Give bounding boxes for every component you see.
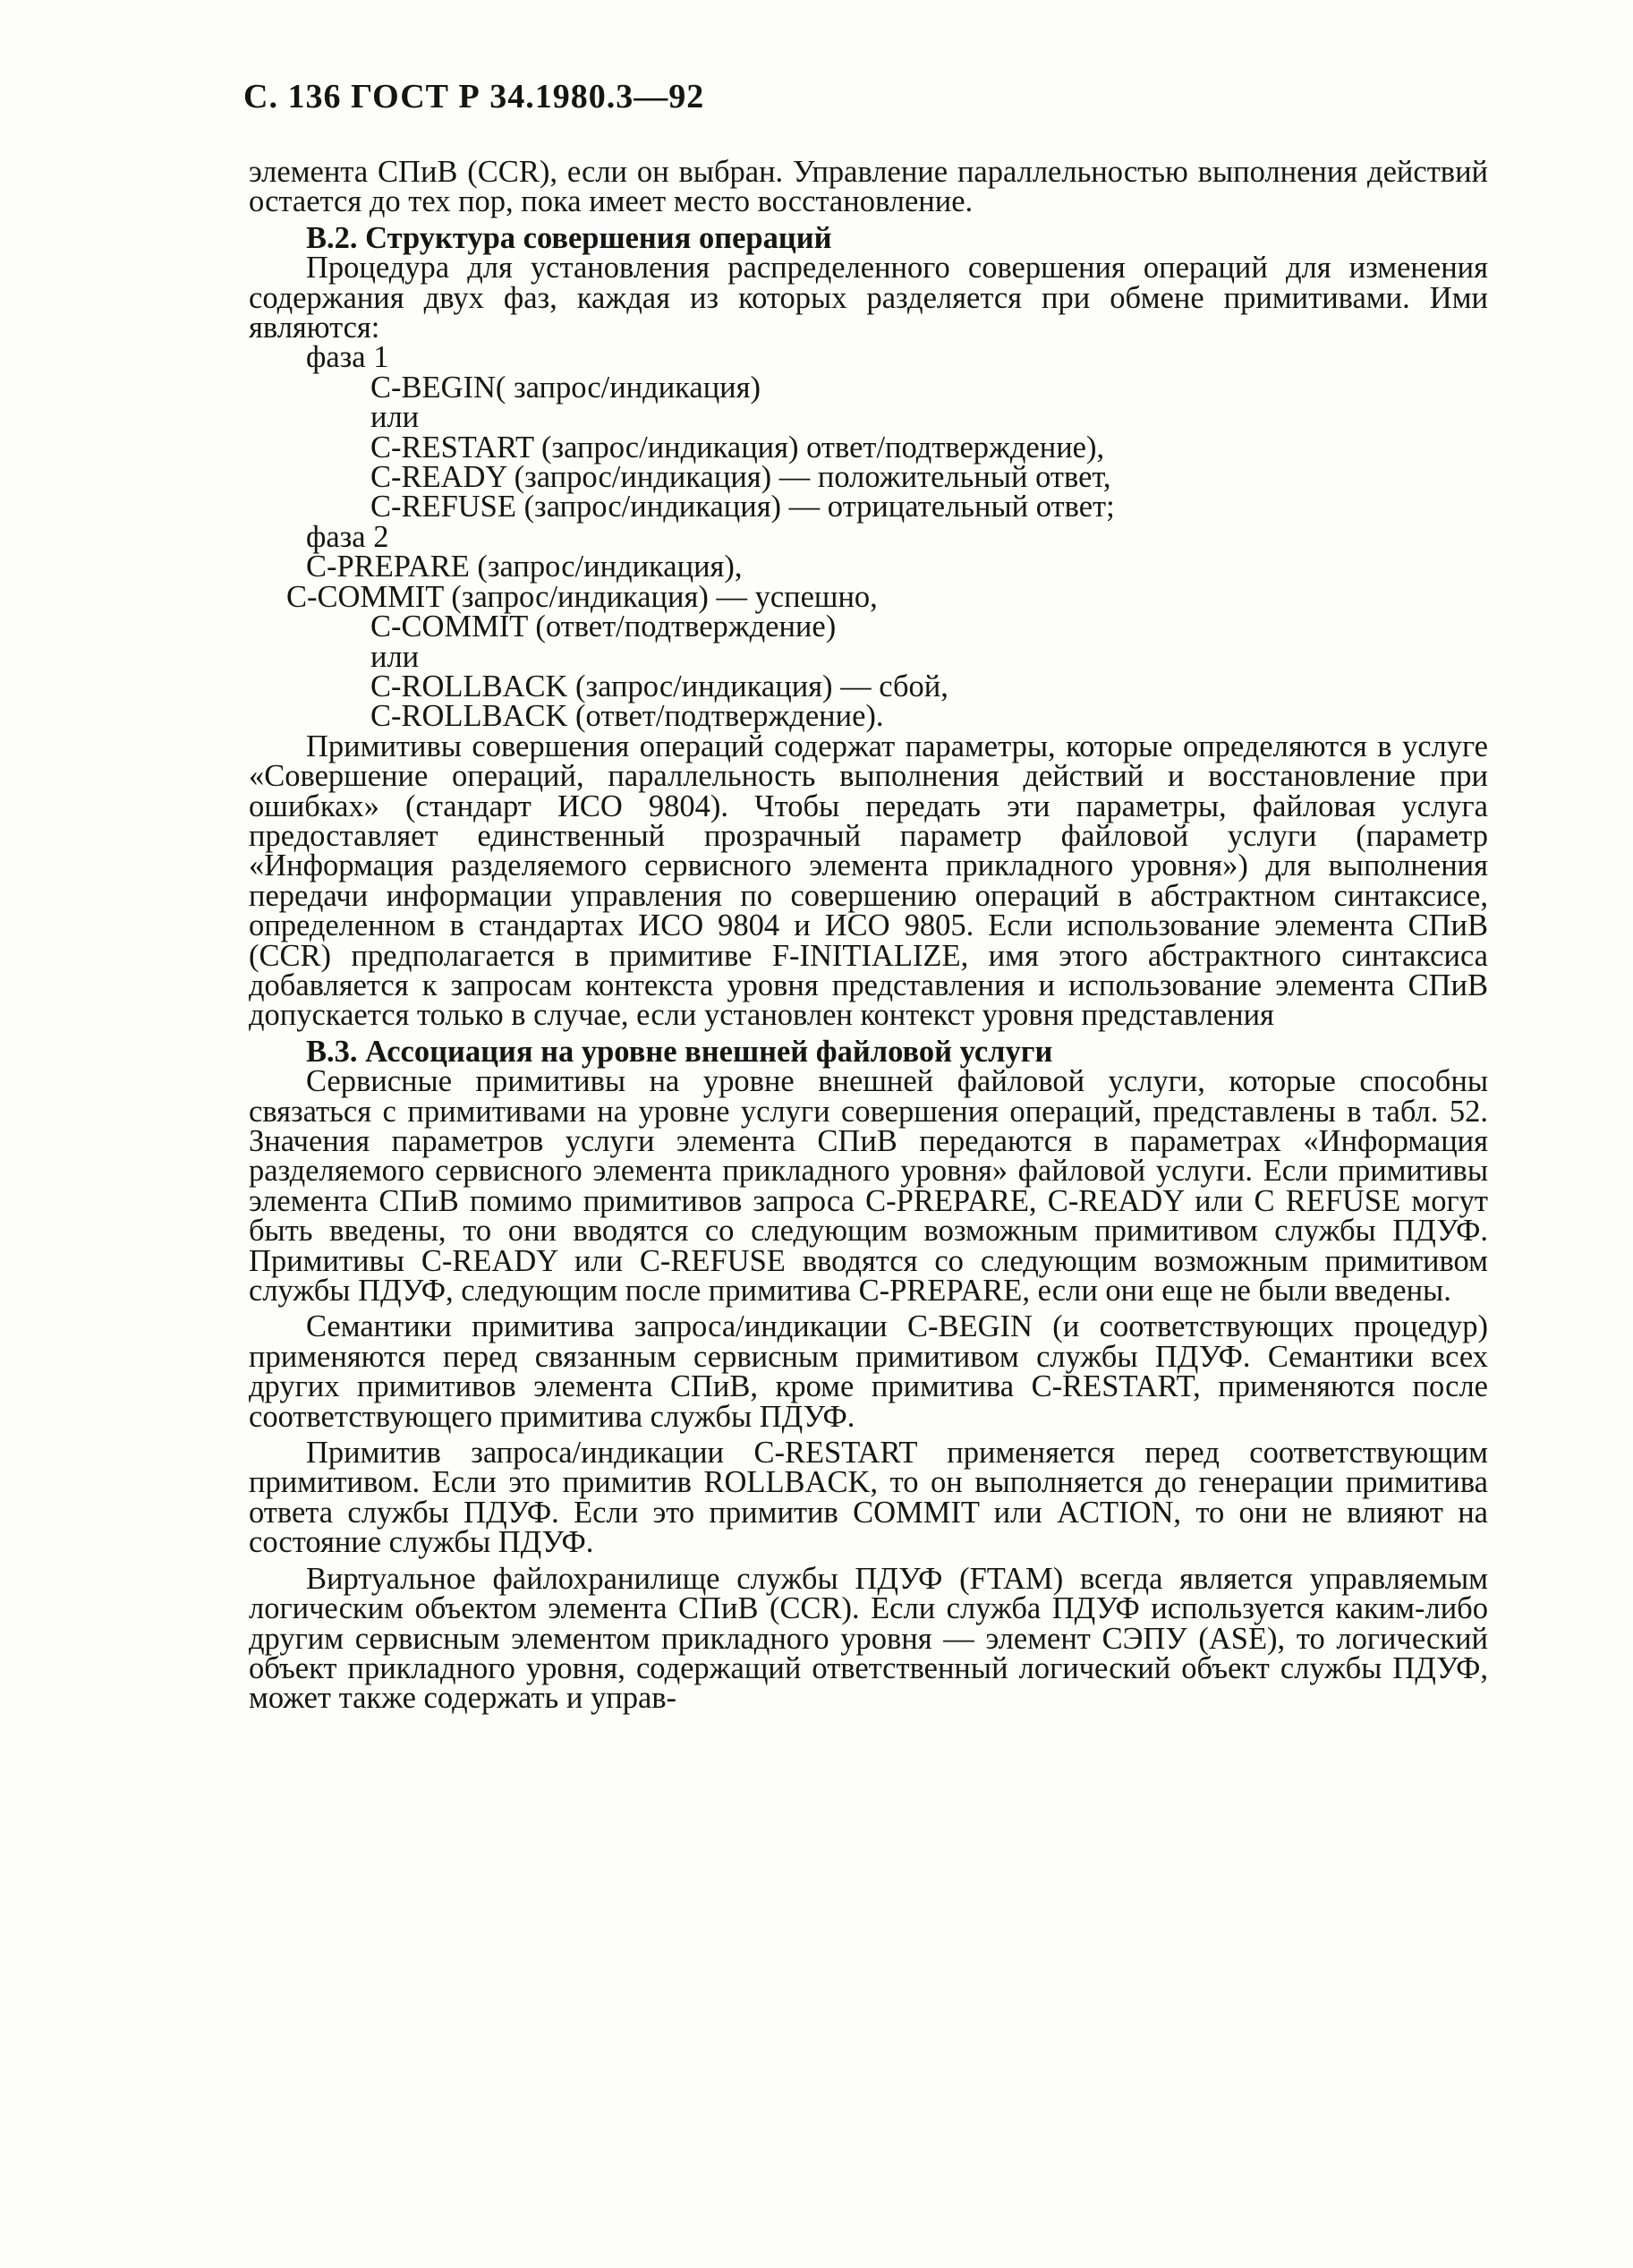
section-b3-paragraph: Семантики примитива запроса/индикации C-BEGIN (и соответствующих процедур) применяются перед связанным сервисным примитивом службы ПДУФ. Семантики всех других примитивов элемента СПиВ, кроме примитива C-RESTART, применяются после соответствующего примитива службы ПДУФ. xyxy=(249,1309,1488,1434)
section-b2-paragraph: Примитивы совершения операций содержат параметры, которые определяются в услуге «Совершение операций, параллельность выполнения действий и восстановление при ошибках» (стандарт ИСО 9804). Чтобы передать эти параметры, файловая услуга предоставляет единственный прозрачный параметр файловой услуги (параметр «Информация разделяемого сервисного элемента прикладного уровня») для выполнения передачи информации управления по совершению операций в абстрактном синтаксисе, определенном в стандартах ИСО 9804 и ИСО 9805. Если использование элемента СПиВ (CCR) предполагается в примитиве F-INITIALIZE, имя этого абстрактного синтаксиса добавляется к запросам контекста уровня представления и использование элемента СПиВ допускается только в случае, если установлен контекст уровня представления xyxy=(249,729,1488,1033)
phase2-line: C-ROLLBACK (запрос/индикация) — сбой, xyxy=(370,669,948,703)
phase1-line: или xyxy=(370,400,420,435)
phase1-line: C-BEGIN( запрос/индикация) xyxy=(370,370,761,405)
section-b3-paragraph: Виртуальное файлохранилище службы ПДУФ (FTAM) всегда является управляемым логическим объектом элемента СПиВ (CCR). Если служба ПДУФ используется каким-либо другим сервисным элементом прикладного уровня — элемент СЭПУ (ASE), то логический объект прикладного уровня, содержащий ответственный логический объект службы ПДУФ, может также содержать и управ- xyxy=(249,1561,1488,1716)
section-b3-heading: В.3. Ассоциация на уровне внешней файловой услуги xyxy=(306,1034,1053,1069)
phase1-line: C-RESTART (запрос/индикация) ответ/подтверждение), xyxy=(370,430,1105,465)
phase1-line: C-REFUSE (запрос/индикация) — отрицательный ответ; xyxy=(370,490,1115,524)
phase2-line: C-COMMIT (запрос/индикация) — успешно, xyxy=(286,579,878,614)
page-body xyxy=(249,155,1488,1716)
phase2-line: C-COMMIT (ответ/подтверждение) xyxy=(370,610,837,644)
section-b3-paragraph: Примитив запроса/индикации C-RESTART применяется перед соответствующим примитивом. Если это примитив ROLLBACK, то он выполняется до генерации примитива ответа службы ПДУФ. Если это примитив COMMIT или ACTION, то они не влияют на состояние службы ПДУФ. xyxy=(249,1436,1488,1560)
phase2-line: C-ROLLBACK (ответ/подтверждение). xyxy=(370,699,884,734)
phase2-line: C-PREPARE (запрос/индикация), xyxy=(306,550,743,584)
phase1-line: C-READY (запрос/индикация) — положительный ответ, xyxy=(370,460,1111,495)
phase1-label: фаза 1 xyxy=(306,340,389,375)
page-header: С. 136 ГОСТ Р 34.1980.3—92 xyxy=(243,78,705,115)
phase2-label: фаза 2 xyxy=(306,519,389,554)
phase2-line: или xyxy=(370,639,420,674)
section-b3-paragraph: Сервисные примитивы на уровне внешней файловой услуги, которые способны связаться с примитивами на уровне услуги совершения операций, представлены в табл. 52. Значения параметров услуги элемента СПиВ передаются в параметрах «Информация разделяемого сервисного элемента прикладного уровня» файловой услуги. Если примитивы элемента СПиВ помимо примитивов запроса C-PREPARE, C-READY или C REFUSE могут быть введены, то они вводятся со следующим возможным примитивом службы ПДУФ. Примитивы C-READY или C-REFUSE вводятся со следующим возможным примитивом службы ПДУФ, следующим после примитива C-PREPARE, если они еще не были введены. xyxy=(249,1064,1488,1309)
section-b2-heading: В.2. Структура совершения операций xyxy=(306,220,832,255)
section-b2-intro: Процедура для установления распределенного совершения операций для изменения содержания двух фаз, каждая из которых разделяется при обмене примитивами. Ими являются: xyxy=(249,251,1488,345)
intro-paragraph: элемента СПиВ (CCR), если он выбран. Управление параллельностью выполнения действий остается до тех пор, пока имеет место восстановление. xyxy=(249,155,1488,219)
